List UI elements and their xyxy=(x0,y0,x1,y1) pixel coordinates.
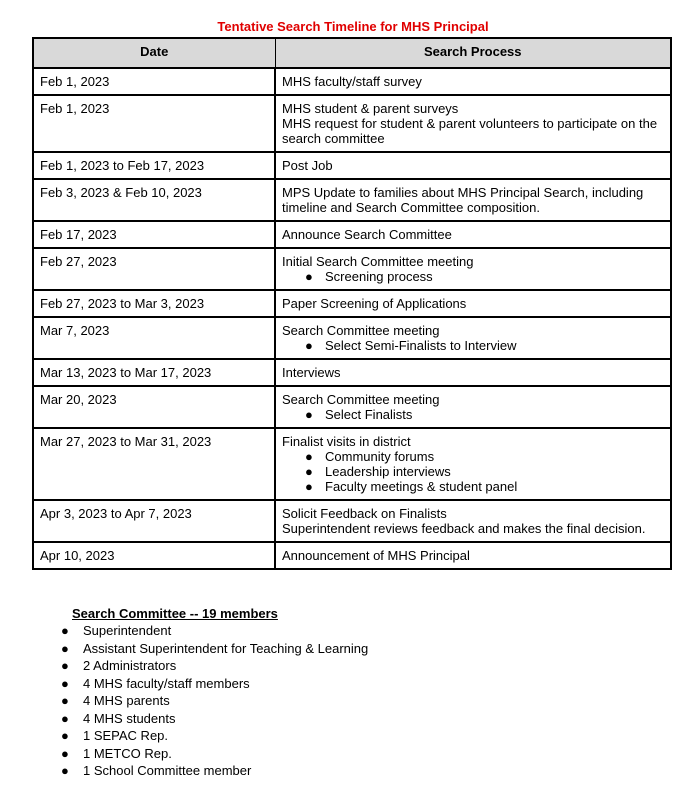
date-cell: Mar 27, 2023 to Mar 31, 2023 xyxy=(33,428,275,500)
search-process-cell xyxy=(275,179,671,221)
process-sub-list xyxy=(282,269,664,284)
table-row xyxy=(33,95,671,152)
column-header-date: Date xyxy=(33,38,275,68)
committee-member-item xyxy=(32,745,632,763)
date-cell: Feb 27, 2023 to Mar 3, 2023 xyxy=(33,290,275,317)
date-cell: Feb 1, 2023 xyxy=(33,68,275,95)
list-item xyxy=(282,407,664,422)
committee-member-item xyxy=(32,762,632,780)
sub-item-text: Select Semi-Finalists to Interview xyxy=(325,338,517,353)
search-process-cell xyxy=(275,428,671,500)
process-step-text: Interviews xyxy=(282,365,341,380)
table-row xyxy=(33,290,671,317)
process-step-text: MHS faculty/staff survey xyxy=(282,74,422,89)
bullet-icon: ● xyxy=(305,464,313,479)
committee-member-text: 4 MHS parents xyxy=(83,693,170,708)
date-cell: Mar 13, 2023 to Mar 17, 2023 xyxy=(33,359,275,386)
process-step-text: Finalist visits in district xyxy=(282,434,411,449)
date-cell: Feb 27, 2023 xyxy=(33,248,275,290)
table-row xyxy=(33,68,671,95)
sub-item-text: Faculty meetings & student panel xyxy=(325,479,518,494)
list-item xyxy=(282,464,664,479)
table-row xyxy=(33,359,671,386)
column-header-search-process: Search Process xyxy=(275,38,671,68)
process-step-text: Solicit Feedback on Finalists xyxy=(282,506,447,521)
bullet-icon: ● xyxy=(61,745,69,761)
process-step-text: Search Committee meeting xyxy=(282,323,440,338)
committee-member-text: 4 MHS students xyxy=(83,710,176,726)
date-cell: Apr 3, 2023 to Apr 7, 2023 xyxy=(33,500,275,542)
date-cell: Apr 10, 2023 xyxy=(33,542,275,569)
search-process-cell xyxy=(275,317,671,359)
committee-member-item xyxy=(32,675,632,693)
sub-item-text: Leadership interviews xyxy=(325,464,451,479)
bullet-icon: ● xyxy=(61,763,69,778)
process-sub-list xyxy=(282,338,664,353)
page-title: Tentative Search Timeline for MHS Principal xyxy=(217,19,489,34)
table-row xyxy=(33,542,671,569)
search-process-cell xyxy=(275,359,671,386)
list-item xyxy=(282,449,664,464)
committee-member-text: Superintendent xyxy=(83,623,172,638)
committee-member-item xyxy=(32,710,632,728)
search-process-cell xyxy=(275,542,671,569)
table-row xyxy=(33,500,671,542)
process-step-text: Search Committee meeting xyxy=(282,392,440,407)
bullet-icon: ● xyxy=(61,693,69,708)
table-row xyxy=(33,386,671,428)
search-process-cell xyxy=(275,248,671,290)
committee-title: Search Committee -- 19 members xyxy=(72,606,278,621)
search-process-cell xyxy=(275,95,671,152)
bullet-icon: ● xyxy=(61,710,69,726)
process-step-text: MPS Update to families about MHS Principal Search, including timeline and Search Committee composition. xyxy=(282,185,644,215)
bullet-icon: ● xyxy=(61,623,69,638)
committee-member-item xyxy=(32,727,632,745)
search-process-cell xyxy=(275,221,671,248)
date-cell: Feb 1, 2023 xyxy=(33,95,275,152)
bullet-icon: ● xyxy=(61,728,69,743)
bullet-icon: ● xyxy=(61,658,69,673)
table-row xyxy=(33,317,671,359)
timeline-table xyxy=(32,37,672,570)
committee-member-item xyxy=(32,640,632,658)
search-process-cell xyxy=(275,500,671,542)
search-process-cell xyxy=(275,290,671,317)
list-item xyxy=(282,338,664,353)
table-row xyxy=(33,428,671,500)
bullet-icon: ● xyxy=(305,338,313,353)
search-process-cell xyxy=(275,152,671,179)
process-step-text: Post Job xyxy=(282,158,333,173)
search-committee-section xyxy=(32,606,632,780)
committee-member-text: 2 Administrators xyxy=(83,658,177,673)
committee-member-list xyxy=(32,622,632,780)
committee-member-item xyxy=(32,622,632,640)
committee-member-text: Assistant Superintendent for Teaching & Learning xyxy=(83,640,369,656)
sub-item-text: Community forums xyxy=(325,449,435,464)
committee-member-item xyxy=(32,657,632,675)
process-sub-list xyxy=(282,449,664,494)
committee-member-text: 1 School Committee member xyxy=(83,763,252,778)
bullet-icon: ● xyxy=(305,269,313,284)
process-step-text: Announcement of MHS Principal xyxy=(282,548,470,563)
bullet-icon: ● xyxy=(305,479,313,494)
date-cell: Mar 7, 2023 xyxy=(33,317,275,359)
table-row xyxy=(33,179,671,221)
timeline-body xyxy=(33,68,671,569)
committee-member-text: 4 MHS faculty/staff members xyxy=(83,675,250,691)
process-step-text: MHS request for student & parent volunteers to participate on the search committee xyxy=(282,116,658,146)
table-row xyxy=(33,221,671,248)
search-process-cell xyxy=(275,68,671,95)
committee-member-item xyxy=(32,692,632,710)
list-item xyxy=(282,269,664,284)
process-sub-list xyxy=(282,407,664,422)
date-cell: Mar 20, 2023 xyxy=(33,386,275,428)
process-step-text: Announce Search Committee xyxy=(282,227,452,242)
table-header-row xyxy=(33,38,671,68)
date-cell: Feb 3, 2023 & Feb 10, 2023 xyxy=(33,179,275,221)
search-process-cell xyxy=(275,386,671,428)
process-step-text: Initial Search Committee meeting xyxy=(282,254,474,269)
process-step-text: Superintendent reviews feedback and makes the final decision. xyxy=(282,521,646,536)
process-step-text: MHS student & parent surveys xyxy=(282,101,459,116)
committee-member-text: 1 SEPAC Rep. xyxy=(83,728,169,743)
process-step-text: Paper Screening of Applications xyxy=(282,296,467,311)
table-row xyxy=(33,248,671,290)
bullet-icon: ● xyxy=(61,640,69,656)
bullet-icon: ● xyxy=(305,407,313,422)
sub-item-text: Select Finalists xyxy=(325,407,413,422)
date-cell: Feb 17, 2023 xyxy=(33,221,275,248)
bullet-icon: ● xyxy=(305,449,313,464)
sub-item-text: Screening process xyxy=(325,269,433,284)
table-row xyxy=(33,152,671,179)
bullet-icon: ● xyxy=(61,675,69,691)
date-cell: Feb 1, 2023 to Feb 17, 2023 xyxy=(33,152,275,179)
committee-member-text: 1 METCO Rep. xyxy=(83,745,172,761)
list-item xyxy=(282,479,664,494)
